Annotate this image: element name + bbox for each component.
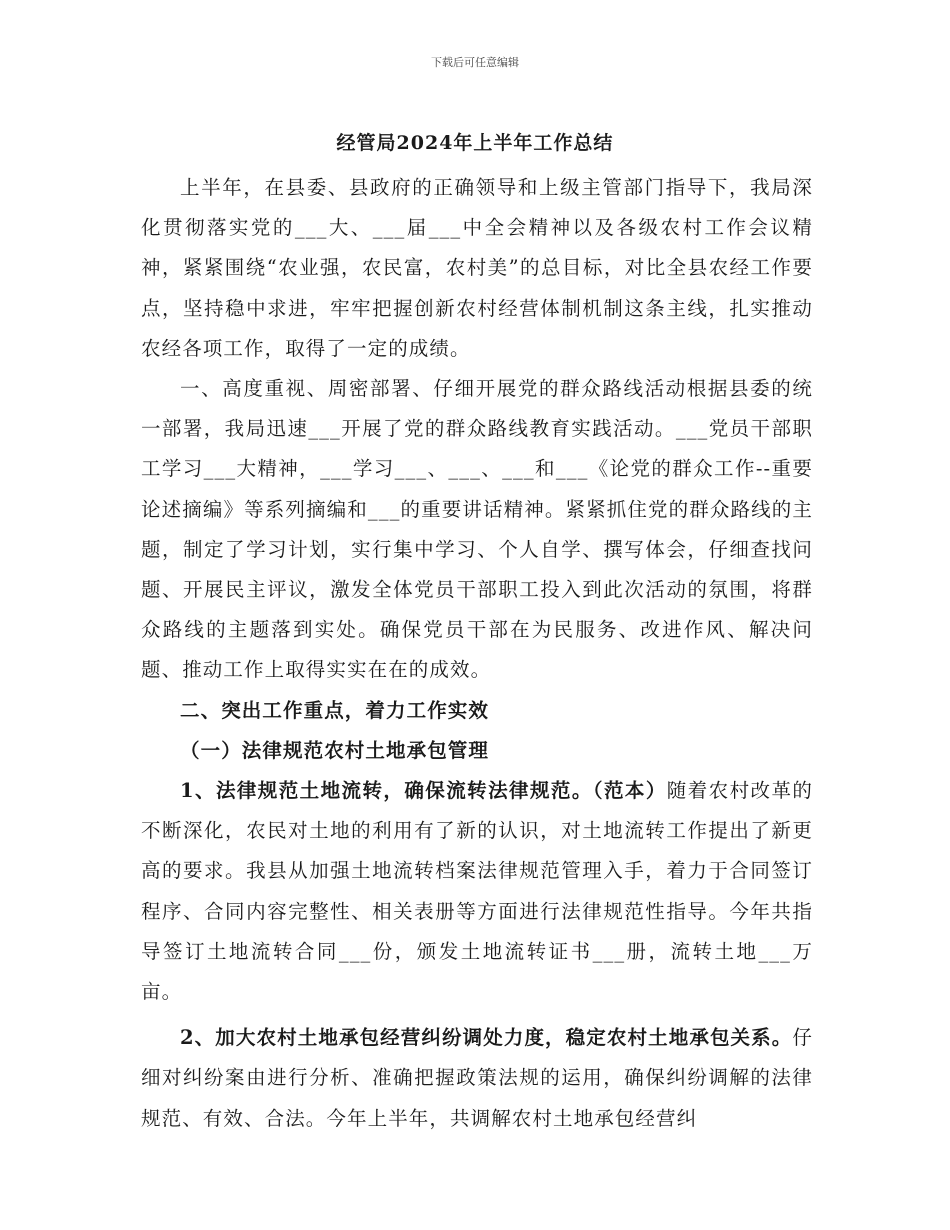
item2-heading: 2、加大农村土地承包经营纠纷调处力度，稳定农村土地承包关系。 xyxy=(180,1026,793,1050)
subsection-heading-1: （一）法律规范农村土地承包管理 xyxy=(180,738,490,762)
item1-heading: 1、法律规范土地流转，确保流转法律规范。（范本） xyxy=(180,779,667,803)
paragraph-item2 xyxy=(141,1018,813,1139)
document-body xyxy=(141,168,813,1139)
item1-text: 随着农村改革的不断深化，农民对土地的利用有了新的认识，对土地流转工作提出了新更高的要求。我县从加强土地流转档案法律规范管理入手，着力于合同签订程序、合同内容完整性、相关表册等方面进行法律规范性指导。今年共指导签订土地流转合同___份，颁发土地流转证书___册，流转土地___万亩。 xyxy=(141,779,813,1004)
section-heading-part2: 二、突出工作重点，着力工作实效 xyxy=(180,698,490,722)
document-title: 经管局2024年上半年工作总结 xyxy=(336,132,614,154)
paragraph-intro: 上半年，在县委、县政府的正确领导和上级主管部门指导下，我局深化贯彻落实党的___大、___届___中全会精神以及各级农村工作会议精神，紧紧围绕“农业强，农民富，农村美”的总目标，对比全县农经工作要点，坚持稳中求进，牢牢把握创新农村经营体制机制这条主线，扎实推动农经各项工作，取得了一定的成绩。 xyxy=(141,176,813,360)
paragraph-part1: 一、高度重视、周密部署、仔细开展党的群众路线活动根据县委的统一部署，我局迅速___开展了党的群众路线教育实践活动。___党员干部职工学习___大精神，___学习___、___、___和___《论党的群众工作--重要论述摘编》等系列摘编和___的重要讲话精神。紧紧抓住党的群众路线的主题，制定了学习计划，实行集中学习、个人自学、撰写体会，仔细查找问题、开展民主评议，激发全体党员干部职工投入到此次活动的氛围，将群众路线的主题落到实处。确保党员干部在为民服务、改进作风、解决问题、推动工作上取得实实在在的成效。 xyxy=(141,377,813,682)
page-header-note: 下载后可任意编辑 xyxy=(431,56,519,69)
item2-text: 仔细对纠纷案由进行分析、准确把握政策法规的运用，确保纠纷调解的法律规范、有效、合法。今年上半年，共调解农村土地承包经营纠 xyxy=(141,1026,813,1130)
paragraph-item1 xyxy=(141,771,813,1012)
